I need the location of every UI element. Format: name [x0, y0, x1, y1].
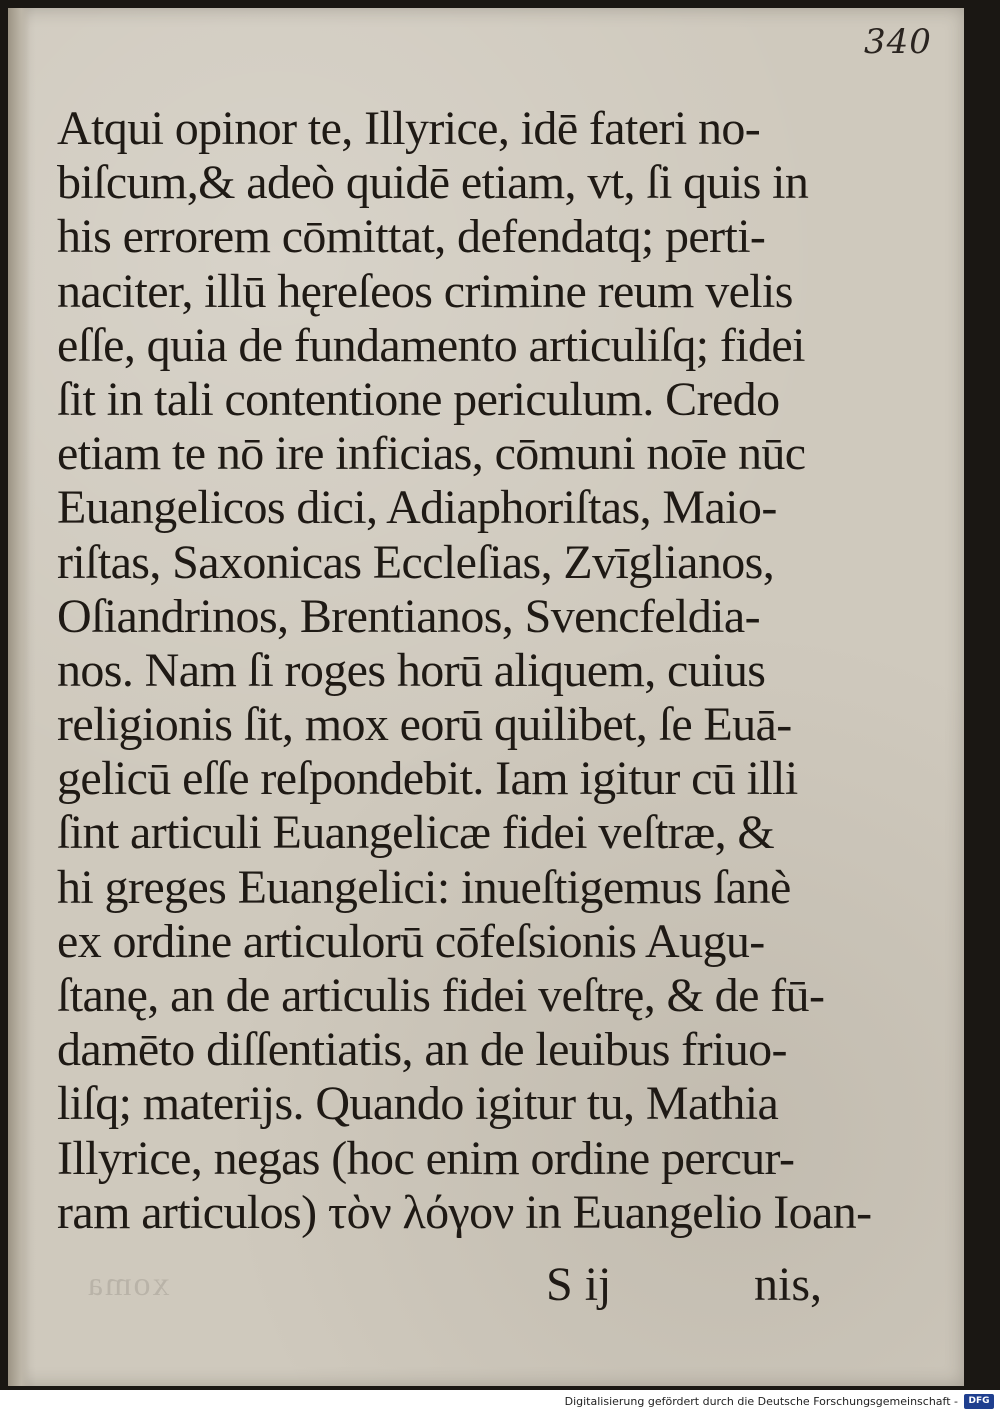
- page-number: 340: [864, 22, 932, 62]
- bleed-through-text: xoma: [86, 1266, 170, 1303]
- catch-row: [8, 1258, 964, 1318]
- text-line: Oſiandrinos, Brentianos, Svencfeldia-: [57, 589, 760, 643]
- body-text: [57, 102, 957, 1240]
- text-line: ſtanę, an de articulis fidei veſtrę, & de fū-: [57, 969, 825, 1022]
- text-line: ram articulos) τὸν λόγον in Euangelio Ioan-: [57, 1185, 872, 1239]
- book-page: [8, 8, 964, 1386]
- page-gutter: [8, 8, 30, 1386]
- text-line: nos. Nam ſi roges horū aliquem, cuius: [57, 643, 766, 697]
- text-line: ſit in tali contentione periculum. Credo: [57, 372, 780, 426]
- text-line: etiam te nō ire inficias, cōmuni noīe nūc: [57, 427, 806, 481]
- catchword: nis,: [754, 1258, 823, 1311]
- text-line: religionis ſit, mox eorū quilibet, ſe Euā-: [57, 698, 792, 752]
- text-line: biſcum,& adeò quidē etiam, vt, ſi quis in: [57, 156, 809, 210]
- dfg-logo-icon: DFG: [964, 1394, 994, 1409]
- text-line: his errorem cōmittat, defendatq; perti-: [57, 210, 766, 264]
- text-line: ſint articuli Euangelicæ fidei veſtræ, &: [57, 806, 775, 860]
- text-line: riſtas, Saxonicas Eccleſias, Zvīglianos,: [57, 535, 775, 589]
- text-line: ex ordine articulorū cōfeſsionis Augu-: [57, 914, 765, 968]
- text-line: hi greges Euangelici: inueſtigemus ſanè: [57, 860, 791, 914]
- text-line: eſſe, quia de fundamento articuliſq; fidei: [57, 318, 805, 372]
- text-line: gelicū eſſe reſpondebit. Iam igitur cū illi: [57, 752, 798, 806]
- text-line: Euangelicos dici, Adiaphoriſtas, Maio-: [57, 481, 777, 535]
- footer-credit: Digitalisierung gefördert durch die Deutsche Forschungsgemeinschaft -: [564, 1395, 958, 1408]
- text-line: Atqui opinor te, Illyrice, idē fateri no-: [57, 102, 761, 155]
- footer-bar: [0, 1390, 1000, 1416]
- text-line: damēto diſſentiatis, an de leuibus friuo-: [57, 1023, 787, 1077]
- signature-mark: S ij: [546, 1258, 612, 1311]
- text-line: liſq; materijs. Quando igitur tu, Mathia: [57, 1077, 779, 1131]
- text-line: naciter, illū hęreſeos crimine reum velis: [57, 264, 793, 318]
- text-line: Illyrice, negas (hoc enim ordine percur-: [57, 1131, 795, 1185]
